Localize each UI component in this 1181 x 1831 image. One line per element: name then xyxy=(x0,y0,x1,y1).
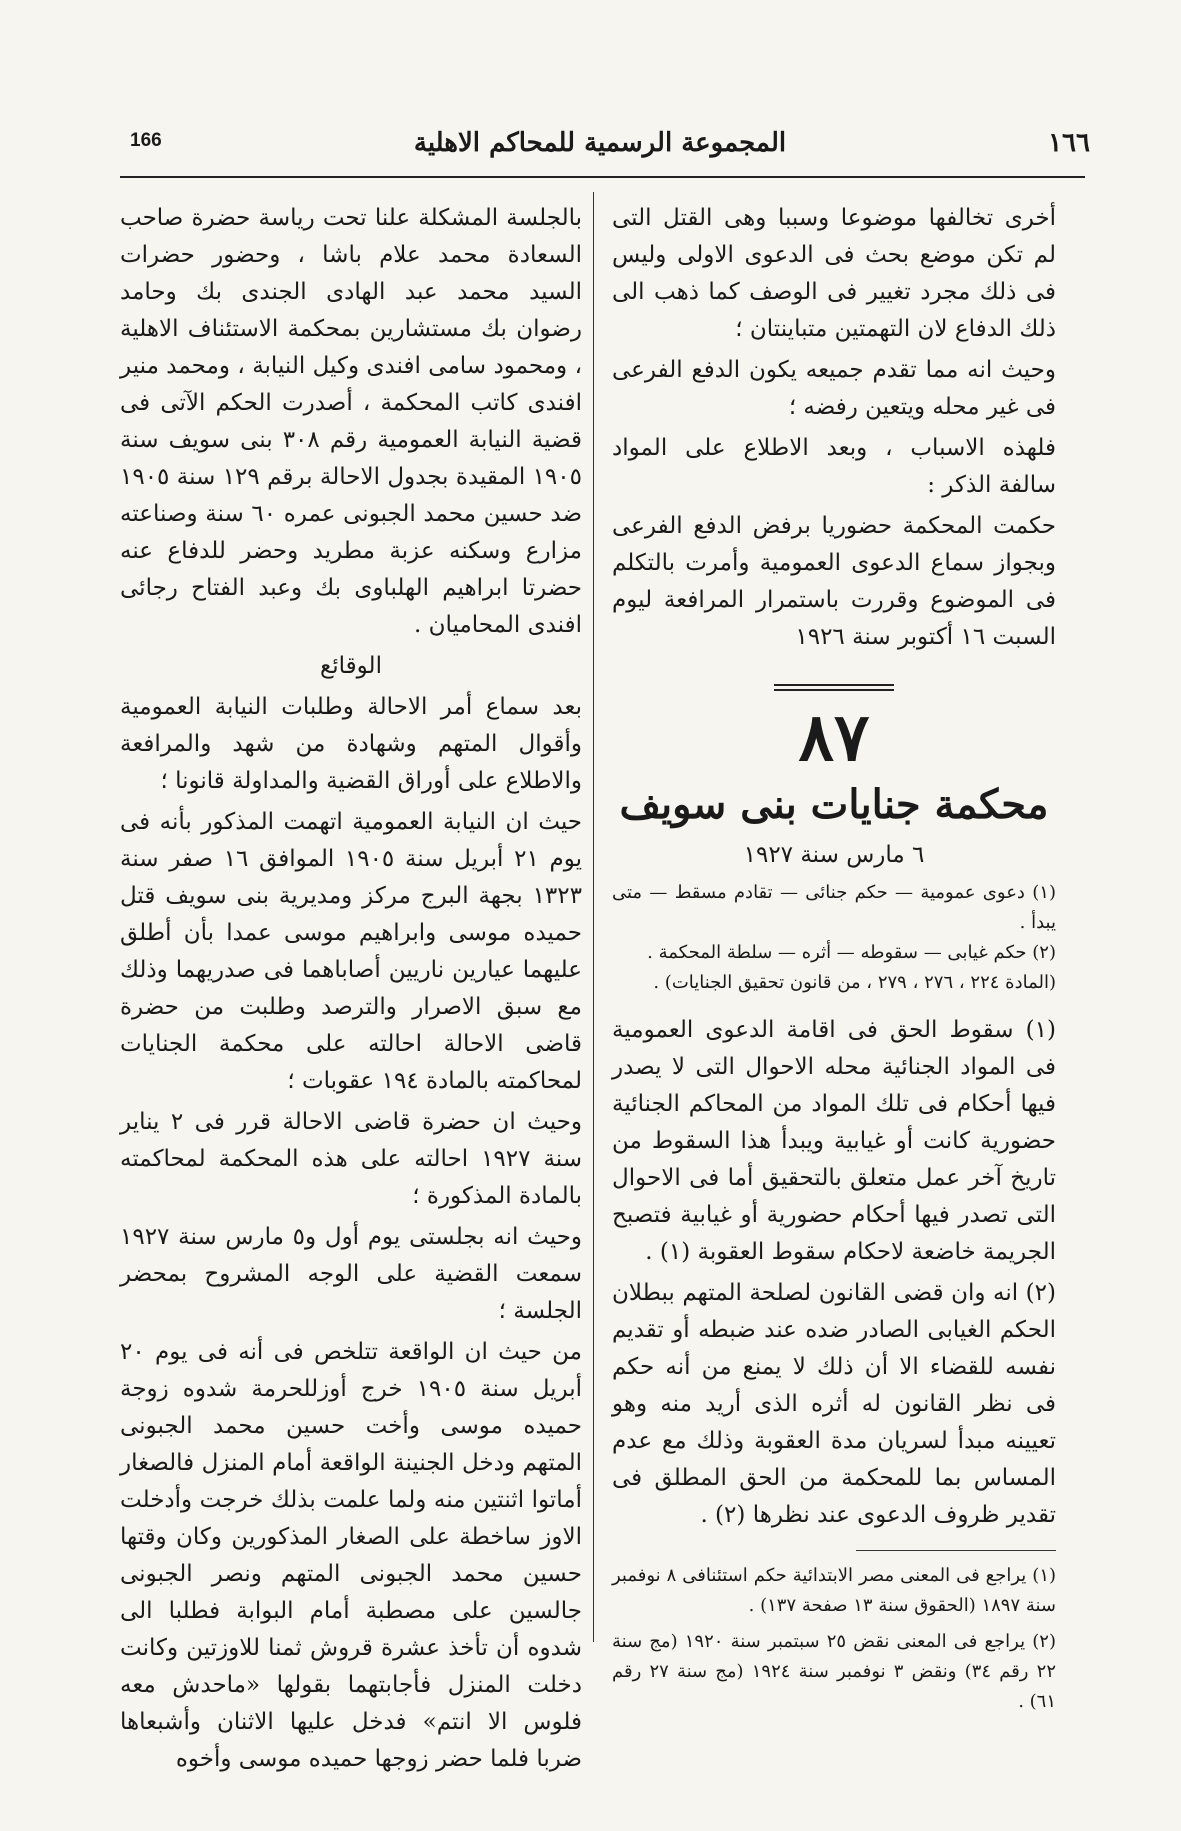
paragraph: بالجلسة المشكلة علنا تحت رياسة حضرة صاحب السعادة محمد علام باشا ، وحضور حضرات السيد محمد عبد الهادى الجندى بك وحامد رضوان بك مستشارين بمحكمة الاستئناف الاهلية ، ومحمود سامى افندى وكيل النيابة ، ومحمد منير افندى كاتب المحكمة ، أصدرت الحكم الآتى فى قضية النيابة العمومية رقم ٣٠٨ بنى سويف سنة ١٩٠٥ المقيدة بجدول الاحالة برقم ١٢٩ سنة ١٩٠٥ ضد حسين محمد الجبونى عمره ٦٠ سنة وصناعته مزارع وسكنه عزبة مطريد وحضر للدفاع عنه حضرتا ابراهيم الهلباوى بك وعبد الفتاح رجائى افندى المحاميان . xyxy=(120,205,582,638)
principle-paragraph: (٢) انه وان قضى القانون لصلحة المتهم ببطلان الحكم الغيابى الصادر ضده عند ضبطه أو تقديم نفسه للقضاء الا أن ذلك لا يمنع من أنه حكم فى نظر القانون له أثره الذى أريد منه وهو تعيينه مبدأ لسريان مدة العقوبة وذلك مع عدم المساس بما للمحكمة من الحق المطلق فى تقدير ظروف الدعوى عند نظرها (٢) . xyxy=(612,1280,1056,1528)
section-separator xyxy=(774,684,894,691)
right-column xyxy=(612,200,1056,1723)
page-header xyxy=(110,128,1090,168)
paragraph: وحيث انه بجلستى يوم أول و٥ مارس سنة ١٩٢٧ سمعت القضية على الوجه المشروح بمحضر الجلسة ؛ xyxy=(120,1224,582,1324)
headnote: (١) دعوى عمومية — حكم جنائى — تقادم مسقط — متى يبدأ . xyxy=(612,882,1056,933)
headnotes xyxy=(612,878,1056,998)
running-title: المجموعة الرسمية للمحاكم الاهلية xyxy=(413,128,787,158)
paragraph: بعد سماع أمر الاحالة وطلبات النيابة العمومية وأقوال المتهم وشهادة من شهد والمرافعة والاطلاع على أوراق القضية والمداولة قانونا ؛ xyxy=(120,694,582,794)
section-title: الوقائع xyxy=(320,653,382,679)
footnote-rule xyxy=(856,1550,1056,1551)
court-name: محكمة جنايات بنى سويف xyxy=(619,781,1049,828)
judgment-date: ٦ مارس سنة ١٩٢٧ xyxy=(743,842,925,868)
paragraph: من حيث ان الواقعة تتلخص فى أنه فى يوم ٢٠ أبريل سنة ١٩٠٥ خرج أوزللحرمة شدوه زوجة حميده موسى وأخت حسين محمد الجبونى المتهم ودخل الجنينة الواقعة أمام المنزل فالصغار أماتوا اثنتين منه ولما علمت بذلك خرجت وأدخلت الاوز ساخطة على الصغار المذكورين وكان وقتها حسين محمد الجبونى المتهم ونصر الجبونى جالسين على مصطبة أمام البوابة فطلبا الى شدوه أن تأخذ عشرة قروش ثمنا للاوزتين وكانت دخلت المنزل فأجابتهما بقولها «ماحدش معه فلوس الا انتم» فدخل عليها الاثنان وأشبعاها ضربا فلما حضر زوجها حميده موسى وأخوه xyxy=(120,1339,583,1772)
case-number: ٨٧ xyxy=(798,698,870,776)
paragraph: حكمت المحكمة حضوريا برفض الدفع الفرعى وبجواز سماع الدعوى العمومية وأمرت بالتكلم فى الموضوع وقررت باستمرار المرافعة ليوم السبت ١٦ أكتوبر سنة ١٩٢٦ xyxy=(612,513,1056,650)
header-rule xyxy=(120,176,1085,178)
page-number-latin: 166 xyxy=(130,130,162,151)
paragraph: فلهذه الاسباب ، وبعد الاطلاع على المواد سالفة الذكر : xyxy=(612,435,1056,498)
paragraph: حيث ان النيابة العمومية اتهمت المذكور بأنه فى يوم ٢١ أبريل سنة ١٩٠٥ الموافق ١٦ صفر سنة ١٣٢٣ بجهة البرج مركز ومديرية بنى سويف قتل حميده موسى وابراهيم موسى عمدا بأن أطلق عليهما عيارين ناريين أصاباهما فى صدريهما وذلك مع سبق الاصرار والترصد وطلبت من حضرة قاضى الاحالة احالته على محكمة الجنايات لمحاكمته بالمادة ١٩٤ عقوبات ؛ xyxy=(120,809,583,1094)
principle-paragraph: (١) سقوط الحق فى اقامة الدعوى العمومية فى المواد الجنائية محله الاحوال التى لا يصدر فيها أحكام فى تلك المواد من المحاكم الجنائية حضورية كانت أو غيابية ويبدأ هذا السقوط من تاريخ آخر عمل متعلق بالتحقيق أما فى الاحوال التى تصدر فيها أحكام حضورية أو غيابية فتصبح الجريمة خاضعة لاحكام سقوط العقوبة (١) . xyxy=(612,1017,1056,1265)
footnotes xyxy=(612,1561,1056,1717)
paragraph: وحيث ان حضرة قاضى الاحالة قرر فى ٢ يناير سنة ١٩٢٧ احالته على هذه المحكمة لمحاكمته بالمادة المذكورة ؛ xyxy=(120,1109,582,1209)
paragraph: وحيث انه مما تقدم جميعه يكون الدفع الفرعى فى غير محله ويتعين رفضه ؛ xyxy=(612,357,1056,420)
paragraph: أخرى تخالفها موضوعا وسببا وهى القتل التى لم تكن موضع بحث فى الدعوى الاولى وليس فى ذلك مجرد تغيير فى الوصف كما ذهب الى ذلك الدفاع لان التهمتين متباينتان ؛ xyxy=(612,205,1056,342)
headnote: (المادة ٢٢٤ ، ٢٧٦ ، ٢٧٩ ، من قانون تحقيق الجنايات) . xyxy=(653,972,1056,993)
page-number-arabic: ١٦٦ xyxy=(1048,128,1090,158)
footnote: (١) يراجع فى المعنى مصر الابتدائية حكم استئنافى ٨ نوفمبر سنة ١٨٩٧ (الحقوق سنة ١٣ صفحة ١٣٧) . xyxy=(612,1565,1057,1616)
left-column xyxy=(120,200,582,1782)
footnote: (٢) يراجع فى المعنى نقض ٢٥ سبتمبر سنة ١٩٢٠ (مج سنة ٢٢ رقم ٣٤) ونقض ٣ نوفمبر سنة ١٩٢٤ (مج سنة ٢٧ رقم ٦١) . xyxy=(612,1631,1057,1712)
column-divider xyxy=(593,192,594,1642)
headnote: (٢) حكم غيابى — سقوطه — أثره — سلطة المحكمة . xyxy=(647,942,1056,963)
